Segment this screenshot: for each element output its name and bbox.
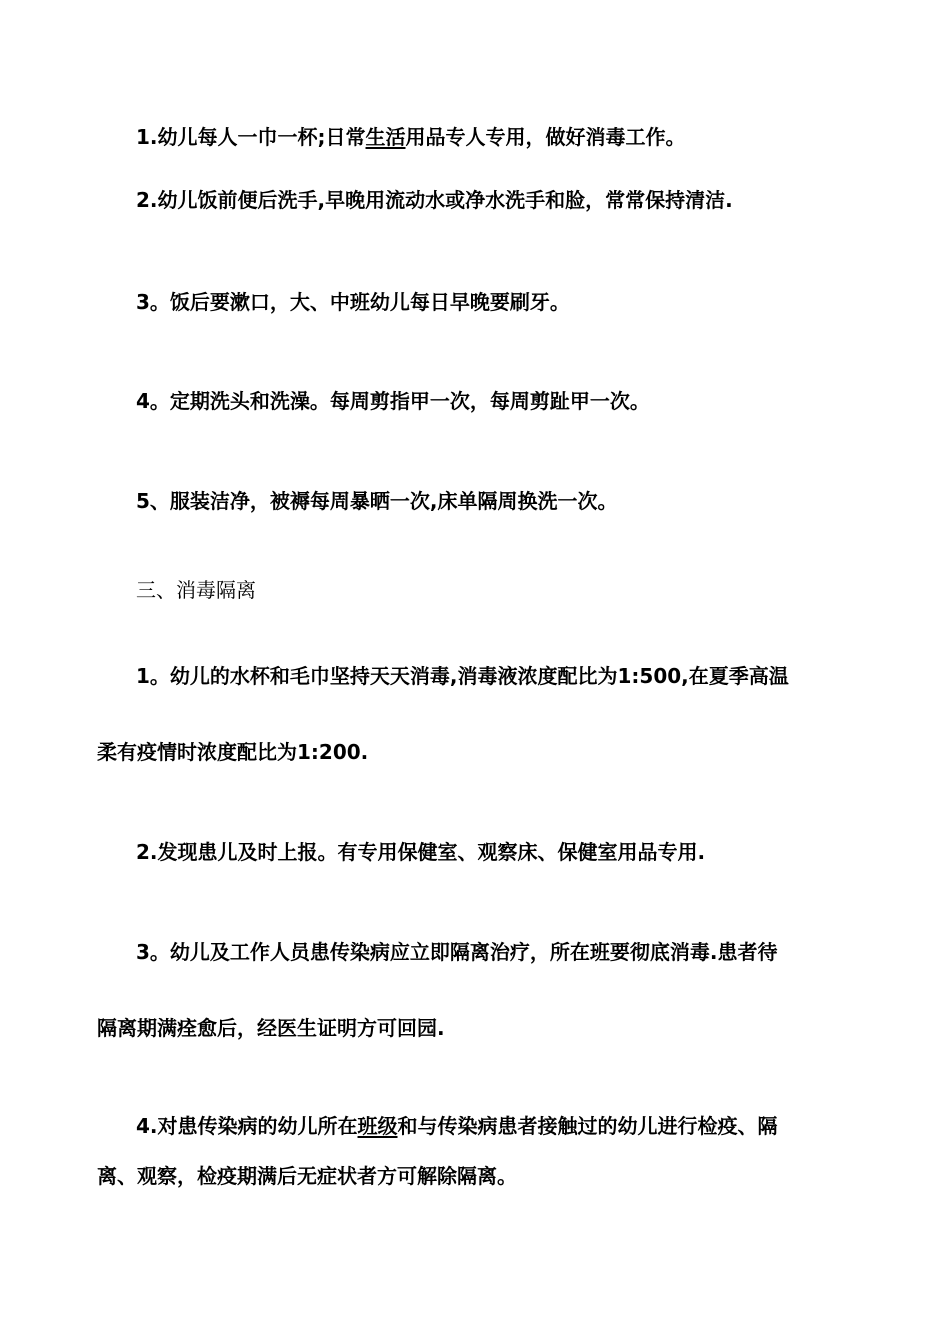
hygiene-item-4: 4。定期洗头和洗澡。每周剪指甲一次，每周剪趾甲一次。 [136,389,650,413]
disinfection-item-3-line-1: 3。幼儿及工作人员患传染病应立即隔离治疗，所在班要彻底消毒.患者待 [136,940,778,964]
hygiene-item-2: 2.幼儿饭前便后洗手,早晚用流动水或净水洗手和脸，常常保持清洁. [136,188,733,212]
hygiene-item-5: 5、服装洁净，被褥每周暴晒一次,床单隔周换洗一次。 [136,489,618,513]
disinfection-item-4-line-2: 离、观察，检疫期满后无症状者方可解除隔离。 [97,1164,517,1188]
disinfection-item-4-pre: 4.对患传染病的幼儿所在 [136,1114,358,1138]
hygiene-item-3: 3。饭后要漱口，大、中班幼儿每日早晚要刷牙。 [136,290,570,314]
disinfection-item-4-post: 和与传染病患者接触过的幼儿进行检疫、隔 [397,1114,778,1138]
hygiene-item-1-pre: 1.幼儿每人一巾一杯;日常 [136,125,366,149]
disinfection-item-3-line-2: 隔离期满痊愈后，经医生证明方可回园. [97,1016,445,1040]
shenghuo-link[interactable]: 生活 [365,125,406,149]
section-heading: 三、消毒隔离 [136,578,256,602]
hygiene-item-1-post: 用品专人专用，做好消毒工作。 [405,125,686,149]
disinfection-item-1-line-1: 1。幼儿的水杯和毛巾坚持天天消毒,消毒液浓度配比为1:500,在夏季高温 [136,664,789,688]
banji-link[interactable]: 班级 [357,1114,398,1138]
disinfection-item-1-line-2: 柔有疫情时浓度配比为1:200. [97,740,369,764]
disinfection-item-2: 2.发现患儿及时上报。有专用保健室、观察床、保健室用品专用. [136,840,706,864]
disinfection-item-4-line-1 [136,1112,778,1140]
hygiene-item-1 [136,123,686,151]
